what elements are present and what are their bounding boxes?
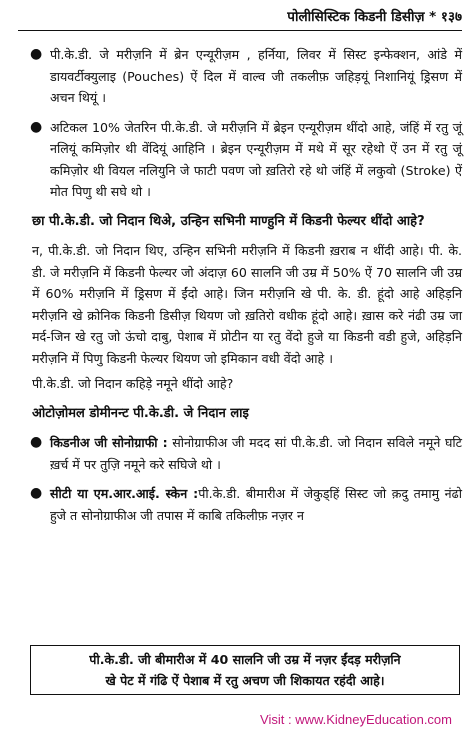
list-item: [32, 432, 462, 475]
bullet-icon: ●: [30, 434, 43, 450]
list-item: [32, 44, 462, 109]
paragraph: न, पी.के.डी. जो निदान थिए, उन्हिन सभिनी मरीज़नि में किडनी ख़राब न थींदी आहे। पी. के. डी. जे मरीज़नि में किडनी फेल्यर जो अंदाज़ 60 सालनि जी उम्र में 50% ऐं 70 सालनि जी उम्र में 60% मरीज़नि में ड्रिसण में ईंदो आहे। जिन मरीज़नि खे पी. के. डी. हूंदो आहे अहिड़नि मरीज़नि खे क्रोनिक किडनी डिसीज़ थियण जो ख़तिरो वधीक हूंदो आहे। ख़ास करे नंढी उम्र जा मर्द-जिन खे रतु जो ऊंचो दाबु, पेशाब में प्रोटीन या रतु वेंदो हुजे या किडनी वडी हुजे, अहिड़नि मरीज़नि में पिणु किडनी फेल्यर थियण जो इमिकान वधी वेंदो आहे ।: [32, 243, 462, 366]
page-header: [18, 6, 462, 31]
list-item: [32, 483, 462, 526]
page-content: [32, 44, 462, 534]
callout-line: पी.के.डी. जी बीमारीअ में 40 सालनि जी उम्र में नज़र ईंदड़ मरीज़नि: [89, 652, 401, 667]
footer-link[interactable]: Visit : www.KidneyEducation.com: [260, 712, 452, 727]
section-heading: ओटोज़ोमल डोमीनन्ट पी.के.डी. जे निदान लाइ: [32, 405, 249, 421]
list-item: [32, 117, 462, 203]
bullet-text: पी.के.डी. बीमारीअ में जेकुड्हिं सिस्ट जो क़दु तमामु नंढो हुजे त सोनोग्राफीअ जी तपास में काबि तकिलीफ़ नज़र न: [50, 486, 462, 523]
callout-box: [30, 645, 460, 695]
callout-line: खे पेट में गंढि ऐं पेशाब में रतु अचण जी शिकायत रहंदी आहे।: [105, 673, 385, 688]
bullet-text: सोनोग्राफीअ जी मदद सां पी.के.डी. जो निदान सविले नमूने घटि ख़र्च में पर तुज़ि नमूने करे सघिजे थो ।: [50, 435, 463, 472]
bullet-icon: ●: [30, 46, 43, 62]
bullet-text: अटिकल 10% जेतरिन पी.के.डी. जे मरीज़नि में ब्रेइन एन्यूरीज़म थींदो आहे, जंहिं में रतु जूं नलियूं कमिज़ोर थी वेंदियूं आहिनि । ब्रेइन एन्यूरीज़म में मथे में सूर रहेथो ऐं उन में रतु जूं कमिज़ोर थी वियल नलियुनि जे फाटी पवण जो ख़तिरो रहे थो जंहिं में लकुवो (Stroke) ऐं मोत पिणु थी सघे थो ।: [50, 119, 462, 199]
question-text: पी.के.डी. जो निदान कहिड़े नमूने थींदो आहे?: [32, 376, 234, 391]
bullet-label: सीटी या एम.आर.आई. स्केन :: [50, 486, 199, 501]
page-header-title: पोलीसिस्टिक किडनी डिसीज़ * १३७: [287, 9, 462, 25]
bullet-icon: ●: [30, 118, 43, 135]
bullet-icon: ●: [30, 485, 43, 501]
bullet-label: किडनीअ जी सोनोग्राफी :: [50, 435, 168, 450]
bullet-text: पी.के.डी. जे मरीज़नि में ब्रेन एन्यूरीज़म , हर्निया, लिवर में सिस्ट इन्फेक्शन, आंडे में डायवर्टीक्युलाइ (Pouches) ऐं दिल में वाल्व जी तकलीफ़ जहिड़यूं निशानियूं ड्रिसण में अचन थियूं ।: [50, 47, 462, 105]
section-heading: छा पी.के.डी. जो निदान थिअे, उन्हिन सभिनी माण्हुनि में किडनी फेल्यर थींदो आहे?: [32, 213, 425, 229]
